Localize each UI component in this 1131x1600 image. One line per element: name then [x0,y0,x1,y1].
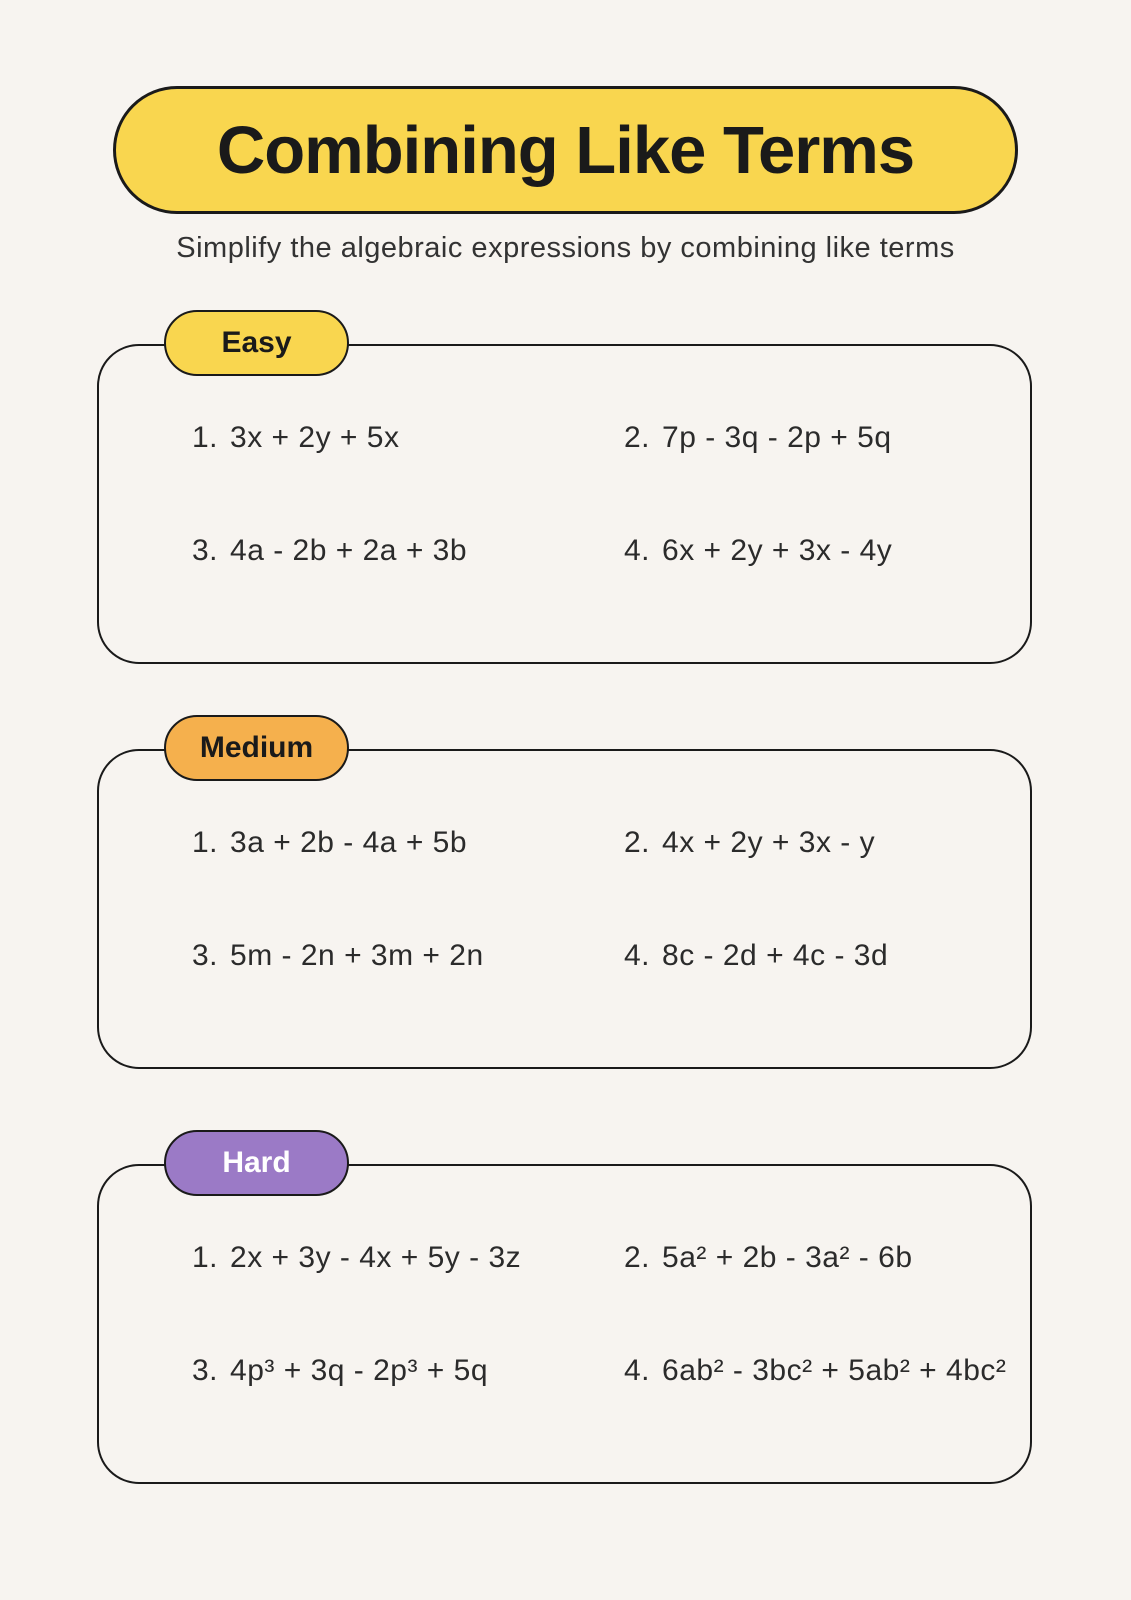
problem-number: 4. [624,1354,651,1387]
section-label-text: Medium [199,731,314,764]
problem-number: 4. [624,939,651,972]
problem-medium-3 [192,936,624,976]
page-subtitle: Simplify the algebraic expressions by combining like terms [176,232,955,264]
problem-easy-4 [624,531,1010,571]
problem-number: 3. [192,1354,219,1387]
problem-number: 1. [192,826,219,859]
problem-expression: 6ab² - 3bc² + 5ab² + 4bc² [662,1354,1007,1387]
section-label-easy [164,310,349,376]
problem-medium-1 [192,823,624,863]
problem-expression: 2x + 3y - 4x + 5y - 3z [230,1241,522,1274]
section-medium [97,715,1032,1073]
problem-expression: 4x + 2y + 3x - y [662,826,876,859]
problem-number: 4. [624,534,651,567]
section-label-text: Easy [221,326,292,359]
problem-hard-4 [624,1351,1010,1391]
problem-grid-hard [99,1166,1030,1482]
problem-number: 2. [624,421,651,454]
problem-hard-3 [192,1351,624,1391]
problem-number: 3. [192,534,219,567]
section-label-medium [164,715,349,781]
problem-grid-easy [99,346,1030,662]
problem-number: 2. [624,1241,651,1274]
section-label-text: Hard [222,1146,291,1179]
problem-expression: 3a + 2b - 4a + 5b [230,826,468,859]
problem-expression: 8c - 2d + 4c - 3d [662,939,889,972]
page-title: Combining Like Terms [216,112,915,188]
problem-hard-2 [624,1238,1010,1278]
problem-expression: 5m - 2n + 3m + 2n [230,939,484,972]
problem-expression: 6x + 2y + 3x - 4y [662,534,893,567]
title-banner [113,86,1018,214]
problem-expression: 4p³ + 3q - 2p³ + 5q [230,1354,489,1387]
section-hard [97,1130,1032,1485]
section-box-medium [97,749,1032,1069]
problem-expression: 4a - 2b + 2a + 3b [230,534,468,567]
problem-easy-1 [192,418,624,458]
problem-easy-2 [624,418,1010,458]
section-box-easy [97,344,1032,664]
problem-medium-4 [624,936,1010,976]
problem-number: 1. [192,1241,219,1274]
section-box-hard [97,1164,1032,1484]
problem-number: 1. [192,421,219,454]
problem-hard-1 [192,1238,624,1278]
problem-number: 2. [624,826,651,859]
problem-number: 3. [192,939,219,972]
problem-grid-medium [99,751,1030,1067]
section-easy [97,310,1032,662]
problem-medium-2 [624,823,1010,863]
problem-expression: 7p - 3q - 2p + 5q [662,421,892,454]
problem-easy-3 [192,531,624,571]
problem-expression: 5a² + 2b - 3a² - 6b [662,1241,913,1274]
problem-expression: 3x + 2y + 5x [230,421,400,454]
section-label-hard [164,1130,349,1196]
